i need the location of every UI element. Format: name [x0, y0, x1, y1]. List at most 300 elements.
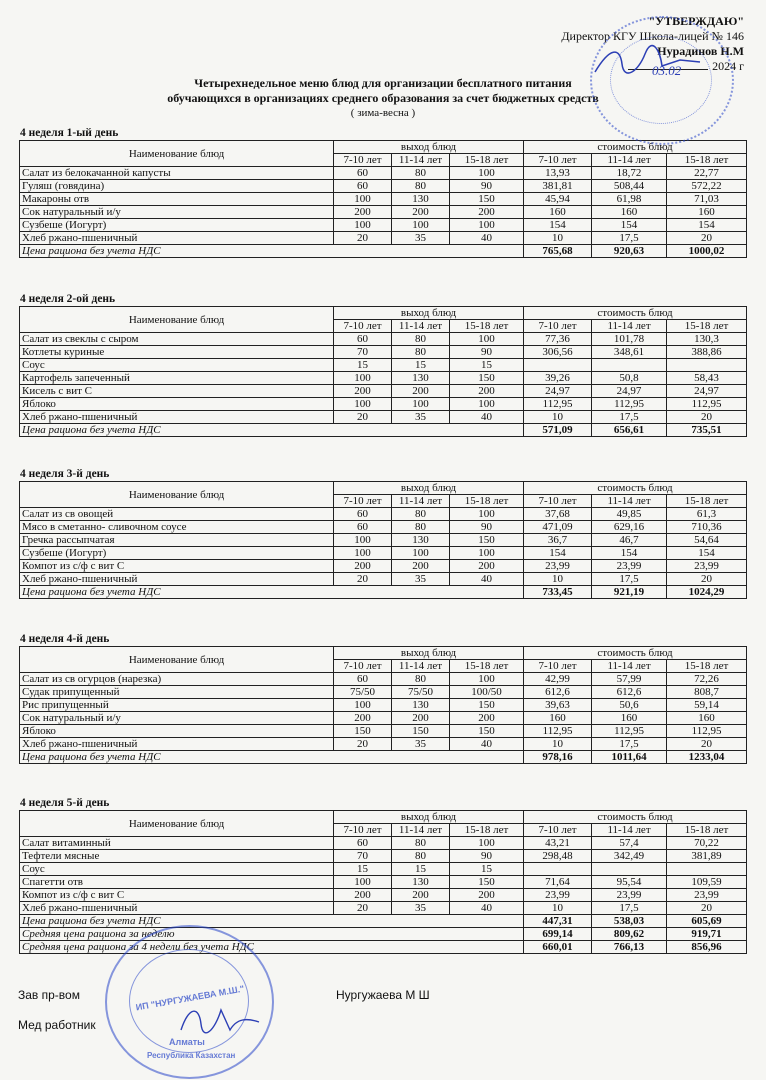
dish-value: 40: [450, 232, 524, 245]
dish-value: [667, 863, 747, 876]
total-value: 733,45: [524, 586, 592, 599]
dish-value: 80: [392, 850, 450, 863]
dish-value: 100: [450, 167, 524, 180]
header-name: Наименование блюд: [20, 811, 334, 837]
dish-value: 508,44: [592, 180, 667, 193]
total-value: 766,13: [592, 941, 667, 954]
dish-value: 200: [450, 889, 524, 902]
dish-value: 112,95: [524, 398, 592, 411]
header-cost: стоимость блюд: [524, 647, 747, 660]
dish-value: 130,3: [667, 333, 747, 346]
dish-value: 23,99: [524, 560, 592, 573]
dish-value: 17,5: [592, 738, 667, 751]
dish-value: 100: [450, 398, 524, 411]
table-row: [20, 333, 747, 346]
table-header-row: [20, 811, 747, 824]
total-value: 1000,02: [667, 245, 747, 258]
dish-value: 80: [392, 508, 450, 521]
header-name: Наименование блюд: [20, 141, 334, 167]
dish-value: 100: [392, 547, 450, 560]
dish-value: 20: [667, 411, 747, 424]
header-output: выход блюд: [334, 647, 524, 660]
dish-value: 154: [592, 219, 667, 232]
dish-value: 71,03: [667, 193, 747, 206]
header-cost: стоимость блюд: [524, 307, 747, 320]
dish-value: 100: [392, 219, 450, 232]
dish-value: 112,95: [524, 725, 592, 738]
dish-value: 20: [667, 902, 747, 915]
dish-value: 100: [450, 673, 524, 686]
dish-value: 43,21: [524, 837, 592, 850]
dish-value: 13,93: [524, 167, 592, 180]
dish-value: 154: [667, 219, 747, 232]
svg-text:03.02: 03.02: [652, 63, 682, 78]
footer-medic-label: Мед работник: [18, 1018, 96, 1032]
header-age: 7-10 лет: [524, 154, 592, 167]
dish-value: 348,61: [592, 346, 667, 359]
stamp-country: Республика Казахстан: [147, 1051, 236, 1060]
dish-name: Хлеб ржано-пшеничный: [20, 232, 334, 245]
round-stamp-top: [590, 16, 734, 145]
dish-value: 100: [334, 534, 392, 547]
table-row: [20, 876, 747, 889]
dish-value: 23,99: [524, 889, 592, 902]
dish-value: 70: [334, 850, 392, 863]
table-row: [20, 508, 747, 521]
director-signature: [590, 42, 710, 80]
dish-value: 61,3: [667, 508, 747, 521]
dish-name: Сузбеше (Иогурт): [20, 547, 334, 560]
dish-value: 24,97: [592, 385, 667, 398]
dish-value: 35: [392, 738, 450, 751]
dish-name: Хлеб ржано-пшеничный: [20, 738, 334, 751]
table-row: [20, 534, 747, 547]
dish-value: 58,43: [667, 372, 747, 385]
dish-value: 130: [392, 372, 450, 385]
total-label: Цена рациона без учета НДС: [20, 751, 524, 764]
dish-value: 39,63: [524, 699, 592, 712]
header-age: 11-14 лет: [592, 660, 667, 673]
dish-value: 50,8: [592, 372, 667, 385]
dish-value: 154: [524, 219, 592, 232]
dish-value: [524, 863, 592, 876]
header-age: 15-18 лет: [667, 154, 747, 167]
header-age: 11-14 лет: [592, 824, 667, 837]
dish-value: 100: [392, 398, 450, 411]
head-signature: [175, 1000, 265, 1040]
header-age: 15-18 лет: [667, 824, 747, 837]
total-row: [20, 915, 747, 928]
dish-value: 100: [334, 372, 392, 385]
table-row: [20, 863, 747, 876]
dish-value: 154: [592, 547, 667, 560]
header-age: 7-10 лет: [334, 154, 392, 167]
dish-value: 629,16: [592, 521, 667, 534]
dish-value: 60: [334, 837, 392, 850]
dish-name: Яблоко: [20, 398, 334, 411]
total-row: [20, 751, 747, 764]
header-age: 11-14 лет: [392, 824, 450, 837]
dish-value: 57,99: [592, 673, 667, 686]
dish-value: 90: [450, 180, 524, 193]
dish-name: Компот из с/ф с вит С: [20, 889, 334, 902]
dish-name: Сок натуральный и/у: [20, 206, 334, 219]
dish-value: 40: [450, 902, 524, 915]
dish-value: 100/50: [450, 686, 524, 699]
dish-value: 72,26: [667, 673, 747, 686]
table-row: [20, 206, 747, 219]
dish-name: Компот из с/ф с вит С: [20, 560, 334, 573]
dish-name: Салат из белокачанной капусты: [20, 167, 334, 180]
dish-name: Хлеб ржано-пшеничный: [20, 411, 334, 424]
table-row: [20, 232, 747, 245]
day-heading: 4 неделя 5-й день: [20, 797, 110, 809]
dish-value: 808,7: [667, 686, 747, 699]
header-age: 7-10 лет: [524, 495, 592, 508]
dish-value: 39,26: [524, 372, 592, 385]
total-row: [20, 424, 747, 437]
dish-name: Салат из св огурцов (нарезка): [20, 673, 334, 686]
dish-value: 17,5: [592, 902, 667, 915]
table-row: [20, 167, 747, 180]
header-output: выход блюд: [334, 482, 524, 495]
total-value: 1233,04: [667, 751, 747, 764]
dish-value: 150: [450, 699, 524, 712]
dish-value: 40: [450, 573, 524, 586]
header-age: 11-14 лет: [392, 495, 450, 508]
dish-value: 100: [334, 193, 392, 206]
header-age: 15-18 лет: [450, 154, 524, 167]
table-row: [20, 180, 747, 193]
dish-value: 54,64: [667, 534, 747, 547]
dish-value: 20: [667, 738, 747, 751]
dish-value: 150: [450, 193, 524, 206]
approval-heading: "УТВЕРЖДАЮ": [648, 14, 744, 28]
dish-value: 60: [334, 180, 392, 193]
dish-value: 112,95: [592, 398, 667, 411]
dish-value: [592, 863, 667, 876]
dish-value: 90: [450, 521, 524, 534]
table-row: [20, 699, 747, 712]
table-row: [20, 850, 747, 863]
dish-value: 200: [334, 385, 392, 398]
dish-value: 160: [524, 712, 592, 725]
dish-value: 77,36: [524, 333, 592, 346]
dish-value: 100: [450, 508, 524, 521]
dish-value: 150: [450, 372, 524, 385]
table-row: [20, 193, 747, 206]
total-value: 1024,29: [667, 586, 747, 599]
dish-value: 80: [392, 180, 450, 193]
dish-name: Кисель с вит С: [20, 385, 334, 398]
dish-name: Соус: [20, 359, 334, 372]
dish-value: 15: [450, 359, 524, 372]
dish-value: 342,49: [592, 850, 667, 863]
document-season: ( зима-весна ): [350, 107, 416, 119]
header-cost: стоимость блюд: [524, 811, 747, 824]
total-row: [20, 586, 747, 599]
dish-value: 37,68: [524, 508, 592, 521]
dish-value: 60: [334, 167, 392, 180]
dish-value: 150: [392, 725, 450, 738]
dish-value: 80: [392, 673, 450, 686]
header-age: 15-18 лет: [450, 660, 524, 673]
dish-value: 612,6: [592, 686, 667, 699]
dish-value: 160: [667, 206, 747, 219]
header-age: 7-10 лет: [524, 320, 592, 333]
dish-value: 109,59: [667, 876, 747, 889]
dish-value: 35: [392, 411, 450, 424]
dish-name: Картофель запеченный: [20, 372, 334, 385]
dish-name: Салат из св овощей: [20, 508, 334, 521]
dish-value: 200: [392, 712, 450, 725]
dish-name: Судак припущенный: [20, 686, 334, 699]
dish-value: 160: [592, 712, 667, 725]
day-heading: 4 неделя 2-ой день: [20, 293, 116, 305]
approval-name: Нурадинов Н.М: [657, 44, 744, 58]
dish-name: Сузбеше (Иогурт): [20, 219, 334, 232]
dish-value: [667, 359, 747, 372]
dish-value: [524, 359, 592, 372]
table-row: [20, 411, 747, 424]
dish-value: 100: [334, 547, 392, 560]
dish-value: 200: [392, 560, 450, 573]
dish-value: 154: [667, 547, 747, 560]
dish-value: 61,98: [592, 193, 667, 206]
dish-value: 200: [392, 385, 450, 398]
total-label: Цена рациона без учета НДС: [20, 245, 524, 258]
header-output: выход блюд: [334, 141, 524, 154]
dish-value: 100: [450, 547, 524, 560]
dish-value: 130: [392, 699, 450, 712]
total-value: 809,62: [592, 928, 667, 941]
footer-head-name: Нургужаева М Ш: [336, 988, 430, 1002]
header-age: 7-10 лет: [334, 660, 392, 673]
header-age: 15-18 лет: [667, 320, 747, 333]
dish-value: 57,4: [592, 837, 667, 850]
total-label: Средняя цена рациона за 4 недели без учета НДС: [20, 941, 524, 954]
dish-value: 160: [667, 712, 747, 725]
total-value: 765,68: [524, 245, 592, 258]
menu-table: [19, 481, 747, 599]
dish-name: Макароны отв: [20, 193, 334, 206]
table-row: [20, 725, 747, 738]
dish-value: 24,97: [667, 385, 747, 398]
header-output: выход блюд: [334, 307, 524, 320]
dish-value: 130: [392, 534, 450, 547]
menu-table: [19, 306, 747, 437]
header-name: Наименование блюд: [20, 307, 334, 333]
total-value: 605,69: [667, 915, 747, 928]
dish-value: 24,97: [524, 385, 592, 398]
dish-value: 710,36: [667, 521, 747, 534]
dish-value: 35: [392, 902, 450, 915]
footer-head-label: Зав пр-вом: [18, 988, 80, 1002]
total-row: [20, 928, 747, 941]
header-age: 11-14 лет: [392, 154, 450, 167]
header-age: 7-10 лет: [334, 320, 392, 333]
total-value: 919,71: [667, 928, 747, 941]
dish-name: Салат из свеклы с сыром: [20, 333, 334, 346]
dish-value: 150: [450, 725, 524, 738]
total-row: [20, 245, 747, 258]
dish-value: 200: [450, 712, 524, 725]
dish-value: 381,89: [667, 850, 747, 863]
dish-value: 23,99: [667, 889, 747, 902]
total-value: 571,09: [524, 424, 592, 437]
stamp-city: Алматы: [169, 1037, 205, 1047]
day-heading: 4 неделя 4-й день: [20, 633, 110, 645]
dish-value: 80: [392, 333, 450, 346]
header-age: 7-10 лет: [334, 824, 392, 837]
table-row: [20, 398, 747, 411]
dish-value: 80: [392, 521, 450, 534]
dish-value: 200: [334, 560, 392, 573]
header-output: выход блюд: [334, 811, 524, 824]
dish-value: 100: [450, 219, 524, 232]
dish-value: 20: [334, 573, 392, 586]
dish-value: 298,48: [524, 850, 592, 863]
dish-name: Сок натуральный и/у: [20, 712, 334, 725]
dish-value: 160: [524, 206, 592, 219]
header-age: 15-18 лет: [450, 495, 524, 508]
table-header-row: [20, 482, 747, 495]
total-label: Средняя цена рациона за неделю: [20, 928, 524, 941]
dish-name: Яблоко: [20, 725, 334, 738]
total-value: 656,61: [592, 424, 667, 437]
header-age: 7-10 лет: [524, 660, 592, 673]
dish-value: 49,85: [592, 508, 667, 521]
dish-name: Тефтели мясные: [20, 850, 334, 863]
total-label: Цена рациона без учета НДС: [20, 424, 524, 437]
table-row: [20, 738, 747, 751]
table-row: [20, 686, 747, 699]
dish-value: 20: [334, 232, 392, 245]
dish-value: 18,72: [592, 167, 667, 180]
header-name: Наименование блюд: [20, 647, 334, 673]
dish-value: 15: [392, 863, 450, 876]
dish-value: 70: [334, 346, 392, 359]
total-value: 921,19: [592, 586, 667, 599]
dish-value: 70,22: [667, 837, 747, 850]
dish-value: 75/50: [334, 686, 392, 699]
menu-table: [19, 140, 747, 258]
dish-value: 17,5: [592, 411, 667, 424]
approval-year: 2024 г: [712, 59, 744, 73]
dish-value: 130: [392, 876, 450, 889]
dish-value: 381,81: [524, 180, 592, 193]
dish-value: 612,6: [524, 686, 592, 699]
header-age: 11-14 лет: [592, 320, 667, 333]
total-value: 920,63: [592, 245, 667, 258]
table-row: [20, 385, 747, 398]
table-row: [20, 573, 747, 586]
menu-table: [19, 646, 747, 764]
total-label: Цена рациона без учета НДС: [20, 586, 524, 599]
dish-value: 100: [450, 837, 524, 850]
total-value: 538,03: [592, 915, 667, 928]
header-cost: стоимость блюд: [524, 141, 747, 154]
dish-name: Салат витаминный: [20, 837, 334, 850]
stamp-label: ИП "НУРГУЖАЕВА М.Ш.": [134, 983, 246, 1013]
header-name: Наименование блюд: [20, 482, 334, 508]
dish-value: 10: [524, 411, 592, 424]
dish-value: 15: [334, 863, 392, 876]
header-age: 7-10 лет: [334, 495, 392, 508]
dish-value: 101,78: [592, 333, 667, 346]
total-value: 1011,64: [592, 751, 667, 764]
document-title-line2: обучающихся в организациях среднего образования за счет бюджетных средств: [167, 91, 599, 105]
table-row: [20, 521, 747, 534]
total-value: 856,96: [667, 941, 747, 954]
dish-value: 100: [334, 398, 392, 411]
dish-value: 80: [392, 167, 450, 180]
dish-value: 15: [334, 359, 392, 372]
dish-value: 154: [524, 547, 592, 560]
total-value: 735,51: [667, 424, 747, 437]
dish-value: 200: [450, 206, 524, 219]
dish-name: Гречка рассыпчатая: [20, 534, 334, 547]
dish-value: 90: [450, 850, 524, 863]
dish-value: 23,99: [592, 560, 667, 573]
header-age: 15-18 лет: [450, 824, 524, 837]
table-row: [20, 902, 747, 915]
dish-value: 200: [450, 560, 524, 573]
total-value: 978,16: [524, 751, 592, 764]
dish-value: 59,14: [667, 699, 747, 712]
table-row: [20, 219, 747, 232]
dish-value: 60: [334, 521, 392, 534]
dish-value: 112,95: [667, 398, 747, 411]
dish-value: 100: [334, 876, 392, 889]
table-row: [20, 712, 747, 725]
dish-name: Хлеб ржано-пшеничный: [20, 573, 334, 586]
dish-name: Рис припущенный: [20, 699, 334, 712]
dish-value: 20: [667, 573, 747, 586]
table-header-row: [20, 307, 747, 320]
dish-name: Хлеб ржано-пшеничный: [20, 902, 334, 915]
dish-value: 42,99: [524, 673, 592, 686]
dish-value: 150: [334, 725, 392, 738]
dish-value: 90: [450, 346, 524, 359]
header-age: 7-10 лет: [524, 824, 592, 837]
dish-value: 95,54: [592, 876, 667, 889]
dish-value: 20: [334, 738, 392, 751]
dish-value: 46,7: [592, 534, 667, 547]
dish-value: 572,22: [667, 180, 747, 193]
dish-value: 23,99: [667, 560, 747, 573]
dish-value: 40: [450, 738, 524, 751]
dish-value: 160: [592, 206, 667, 219]
dish-value: 200: [334, 712, 392, 725]
header-age: 15-18 лет: [450, 320, 524, 333]
dish-value: 60: [334, 333, 392, 346]
dish-value: 71,64: [524, 876, 592, 889]
dish-value: 40: [450, 411, 524, 424]
dish-value: 10: [524, 232, 592, 245]
header-age: 11-14 лет: [392, 660, 450, 673]
dish-value: 15: [450, 863, 524, 876]
dish-value: 10: [524, 573, 592, 586]
dish-value: 36,7: [524, 534, 592, 547]
dish-value: 17,5: [592, 232, 667, 245]
table-row: [20, 673, 747, 686]
dish-name: Гуляш (говядина): [20, 180, 334, 193]
dish-value: 200: [334, 889, 392, 902]
dish-value: [592, 359, 667, 372]
dish-value: 60: [334, 508, 392, 521]
approval-position: Директор КГУ Школа-лицей № 146: [561, 29, 744, 43]
